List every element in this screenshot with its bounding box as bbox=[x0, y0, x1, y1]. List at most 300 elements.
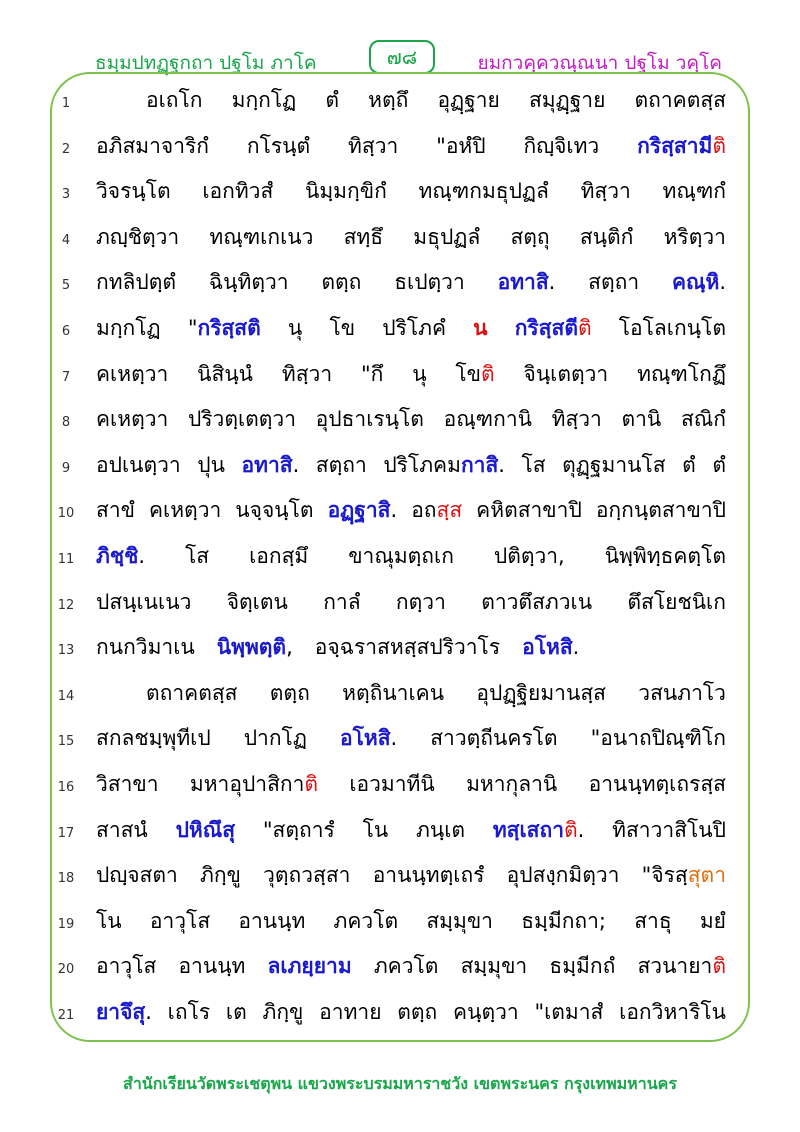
word-text: . bbox=[145, 1000, 152, 1024]
line-text bbox=[96, 586, 726, 619]
word bbox=[700, 905, 726, 938]
word-text: สทฺธึ bbox=[343, 224, 384, 249]
word-text: อเถโก bbox=[146, 88, 203, 112]
word-text: เต bbox=[225, 1000, 247, 1024]
word-text: ฉินฺทิตฺวา bbox=[208, 270, 289, 295]
word-text: อุปสงฺกมิตฺวา bbox=[506, 863, 620, 888]
word bbox=[637, 130, 726, 163]
word-text: โส bbox=[185, 544, 210, 568]
word-text: ทิสฺวา bbox=[551, 407, 602, 432]
line-text bbox=[96, 358, 726, 391]
word bbox=[466, 768, 557, 801]
line-number: 16 bbox=[57, 780, 75, 795]
text-line bbox=[0, 80, 800, 126]
word bbox=[411, 494, 462, 527]
footer-institution: สำนักเรียนวัดพระเชตุพน แขวงพระบรมมหาราชวัง เขตพระนคร กรุงเทพมหานคร bbox=[123, 1074, 677, 1093]
word bbox=[96, 175, 171, 208]
word bbox=[397, 996, 437, 1029]
text-line bbox=[0, 810, 800, 856]
word bbox=[589, 768, 726, 801]
line-number: 7 bbox=[61, 369, 71, 385]
line-number: 15 bbox=[57, 734, 75, 750]
word-text: ทณฺฑกํ bbox=[662, 179, 726, 204]
word-text: ปริโภคม bbox=[383, 452, 461, 477]
word-text: นุ bbox=[287, 316, 303, 340]
word bbox=[361, 358, 383, 391]
text-line bbox=[0, 718, 800, 764]
word bbox=[712, 449, 726, 482]
line-text bbox=[96, 494, 726, 527]
word-text: ตาวตึสภวเน bbox=[481, 589, 593, 614]
word-text: ตตฺถ bbox=[397, 1000, 438, 1024]
highlighted-text: ติ bbox=[712, 133, 726, 158]
word-text: ทิสาวาสิโนปิ bbox=[612, 817, 726, 842]
word bbox=[217, 631, 293, 664]
text-line bbox=[0, 399, 800, 445]
word-text: นิสินฺนํ bbox=[197, 361, 254, 386]
word-text: สาขํ bbox=[96, 498, 135, 523]
word-text: โน bbox=[362, 817, 389, 842]
word bbox=[436, 130, 485, 163]
word-text: . bbox=[138, 544, 146, 568]
word-text: จิตฺเตน bbox=[226, 589, 288, 614]
word bbox=[418, 175, 548, 208]
word-text: กตฺวา bbox=[395, 589, 446, 614]
highlighted-text: ลเภยฺยาม bbox=[267, 954, 352, 979]
word bbox=[176, 814, 235, 847]
word bbox=[476, 494, 582, 527]
word bbox=[96, 905, 122, 938]
word bbox=[507, 859, 620, 892]
word bbox=[96, 631, 195, 664]
word bbox=[197, 358, 253, 391]
word-text: มหากุลานิ bbox=[466, 772, 558, 796]
text-line bbox=[0, 992, 800, 1038]
word-text: ตานิ bbox=[621, 407, 662, 432]
highlighted-text: อโหสิ bbox=[339, 726, 391, 751]
word-text: โน bbox=[96, 908, 122, 933]
word bbox=[282, 358, 332, 391]
highlighted-text: อโหสิ bbox=[522, 635, 573, 660]
word bbox=[96, 540, 145, 573]
word bbox=[373, 859, 485, 892]
word-text: ตํ bbox=[682, 452, 696, 477]
word-text: อปเนตฺวา bbox=[96, 452, 181, 477]
text-line bbox=[0, 126, 800, 172]
word-text: คหิตสาขาปิ bbox=[476, 498, 582, 523]
word-text: ตํ bbox=[325, 88, 340, 112]
word bbox=[96, 449, 181, 482]
text-line bbox=[0, 901, 800, 947]
line-text bbox=[96, 859, 726, 892]
word bbox=[96, 312, 161, 345]
line-number: 12 bbox=[57, 597, 75, 613]
word-text: ทณฺฑโกฏึ bbox=[637, 361, 726, 386]
word-text: . bbox=[719, 270, 726, 295]
word-text: ทิสฺวา bbox=[580, 179, 631, 204]
word-text: กโรนฺตํ bbox=[246, 133, 311, 158]
word-text: นุ bbox=[412, 361, 427, 386]
word-text: มยํ bbox=[699, 908, 726, 933]
word bbox=[549, 950, 615, 983]
word bbox=[209, 221, 313, 254]
word bbox=[96, 130, 209, 163]
word bbox=[315, 631, 500, 664]
word-text: โส bbox=[521, 452, 546, 477]
line-text bbox=[96, 631, 726, 664]
word-text: อานนฺทตฺเถรํ bbox=[372, 863, 485, 888]
highlighted-text: ติ bbox=[481, 361, 495, 386]
word-text: วิสาขา bbox=[96, 772, 159, 796]
word-text: อาทาย bbox=[319, 1000, 382, 1024]
highlighted-text: ยาจึสุ bbox=[96, 1000, 146, 1024]
word-text: " bbox=[187, 316, 198, 340]
word bbox=[455, 358, 494, 391]
word-text: . bbox=[548, 270, 556, 295]
word bbox=[96, 221, 179, 254]
word bbox=[430, 722, 557, 755]
line-number: 4 bbox=[61, 232, 71, 248]
word bbox=[416, 814, 465, 847]
word bbox=[521, 905, 606, 938]
word-text: กนกวิมาเน bbox=[96, 635, 195, 660]
word-text: เถโร bbox=[167, 1000, 211, 1024]
word-text: อานนฺทตฺเถรสฺส bbox=[588, 772, 726, 796]
word bbox=[197, 449, 225, 482]
highlighted-text: ติ bbox=[712, 954, 726, 979]
word-text: คนฺตฺวา bbox=[453, 1000, 519, 1024]
line-number: 1 bbox=[61, 96, 71, 111]
word-text: สาวตฺถีนครโต bbox=[430, 726, 558, 751]
highlighted-text: สุตา bbox=[687, 863, 726, 888]
word bbox=[642, 859, 726, 892]
word bbox=[437, 84, 499, 117]
word-text: คเหตฺวา bbox=[148, 498, 222, 523]
word bbox=[235, 494, 313, 527]
word-text: "กึ bbox=[360, 361, 384, 386]
word bbox=[178, 950, 245, 983]
line-number: 14 bbox=[57, 688, 75, 704]
word bbox=[349, 768, 434, 801]
line-number: 17 bbox=[57, 825, 75, 841]
text-line bbox=[0, 262, 800, 308]
word bbox=[96, 358, 168, 391]
word bbox=[494, 540, 565, 573]
word-text: ปากโฏ bbox=[243, 726, 307, 751]
word bbox=[534, 996, 603, 1029]
line-number: 13 bbox=[57, 643, 75, 659]
word bbox=[344, 221, 383, 254]
word bbox=[634, 905, 671, 938]
word bbox=[612, 814, 726, 847]
text-line bbox=[0, 171, 800, 217]
word bbox=[316, 403, 424, 436]
word bbox=[524, 358, 609, 391]
highlighted-text: ภิชฺชิ bbox=[96, 544, 139, 568]
text-line bbox=[0, 946, 800, 992]
word bbox=[227, 586, 288, 619]
word-text: มหาอุปาสิกา bbox=[189, 772, 305, 796]
word bbox=[473, 312, 487, 345]
word bbox=[596, 494, 726, 527]
word-text: อุปฏฺฐิยมานสฺส bbox=[476, 680, 606, 705]
word bbox=[146, 677, 237, 710]
word bbox=[168, 996, 210, 1029]
line-text bbox=[96, 905, 726, 938]
word bbox=[209, 266, 289, 299]
word-text: ธมฺมีกถํ bbox=[549, 954, 616, 979]
word bbox=[325, 84, 339, 117]
word-text: ปริโภคํ bbox=[382, 316, 447, 340]
word-text: เอกวิหาริโน bbox=[619, 1000, 726, 1024]
word bbox=[637, 358, 726, 391]
word-text: อกฺกนฺตสาขาปิ bbox=[595, 498, 726, 523]
word bbox=[481, 586, 592, 619]
word-text: "สตฺถารํ bbox=[262, 817, 335, 842]
word bbox=[96, 859, 178, 892]
word bbox=[96, 586, 191, 619]
word bbox=[288, 312, 302, 345]
highlighted-text: สฺส bbox=[436, 498, 463, 523]
highlighted-text: ติ bbox=[564, 817, 578, 842]
line-text bbox=[146, 677, 726, 710]
word bbox=[316, 449, 367, 482]
word bbox=[580, 221, 634, 254]
word-text: ธมฺมีกถา; bbox=[521, 908, 606, 933]
word-text: นิพฺพิทฺธคตฺโต bbox=[604, 544, 726, 568]
word-text: สตฺถา bbox=[315, 452, 367, 477]
word bbox=[605, 540, 726, 573]
highlighted-text: น bbox=[473, 316, 488, 340]
word bbox=[522, 449, 546, 482]
word-text: นจฺจนฺโต bbox=[235, 498, 314, 523]
line-number: 18 bbox=[57, 871, 75, 887]
word-text: ทณฺฑเกเนว bbox=[209, 224, 314, 249]
word bbox=[329, 312, 355, 345]
text-line bbox=[0, 855, 800, 901]
word bbox=[185, 540, 209, 573]
word bbox=[149, 494, 221, 527]
word-text: เอกทิวสํ bbox=[202, 179, 274, 204]
word bbox=[323, 586, 360, 619]
word bbox=[413, 221, 480, 254]
line-number: 2 bbox=[61, 141, 71, 157]
highlighted-text: กริสฺสตี bbox=[514, 316, 578, 340]
line-number: 19 bbox=[57, 916, 75, 932]
word-text: ภิกฺขู bbox=[199, 863, 241, 888]
word bbox=[663, 175, 726, 208]
word bbox=[305, 175, 387, 208]
word-text: ธเปตฺวา bbox=[394, 270, 465, 295]
word bbox=[394, 266, 465, 299]
word-text: ตึสโยชนิเก bbox=[627, 589, 726, 614]
word bbox=[627, 586, 726, 619]
word-text: อภิสมาจาริกํ bbox=[96, 133, 209, 158]
line-text bbox=[96, 221, 726, 254]
word bbox=[453, 996, 519, 1029]
word-text: กทลิปตฺตํ bbox=[96, 270, 177, 295]
line-number: 6 bbox=[61, 324, 71, 339]
word-text: . bbox=[572, 635, 580, 660]
line-number: 8 bbox=[61, 415, 71, 431]
word-text: อานนฺท bbox=[238, 908, 306, 933]
word-text: หตฺถึ bbox=[368, 88, 409, 112]
word-text: ปริวตฺเตตฺวา bbox=[187, 407, 297, 432]
word bbox=[383, 449, 505, 482]
word bbox=[188, 312, 261, 345]
word bbox=[515, 312, 592, 345]
word-text: นิมฺมกฺขิกํ bbox=[304, 179, 387, 204]
word bbox=[96, 722, 211, 755]
word bbox=[637, 950, 726, 983]
word bbox=[681, 403, 726, 436]
word bbox=[268, 950, 352, 983]
text-line bbox=[0, 627, 800, 673]
word-text: เอกสฺมึ bbox=[249, 544, 309, 568]
word-text: ภควโต bbox=[373, 954, 439, 979]
word-text: ภนฺเต bbox=[416, 817, 466, 842]
word bbox=[412, 358, 426, 391]
highlighted-text: ปหิณึสุ bbox=[175, 817, 236, 842]
word-text: ปติตฺวา, bbox=[493, 544, 565, 568]
word-text: อถ bbox=[411, 498, 437, 523]
word bbox=[348, 130, 398, 163]
word-text: จินฺเตตฺวา bbox=[523, 361, 609, 386]
word-text: ตตฺถ bbox=[321, 270, 362, 295]
word bbox=[552, 403, 602, 436]
word-text: สนฺติกํ bbox=[579, 224, 634, 249]
line-number: 10 bbox=[57, 506, 75, 522]
chapter-title: ยมกวคฺควณฺณนา ปฐโม วคฺโค bbox=[477, 52, 722, 74]
text-line bbox=[0, 217, 800, 263]
page-number-box bbox=[369, 40, 435, 74]
line-number: 11 bbox=[57, 552, 75, 567]
word-text: . bbox=[390, 498, 398, 523]
word-text: วสนภาโว bbox=[638, 680, 726, 705]
word bbox=[638, 677, 726, 710]
highlighted-text: นิพฺพตฺติ bbox=[216, 635, 287, 660]
word bbox=[328, 494, 398, 527]
text-line bbox=[0, 490, 800, 536]
highlighted-text: ทสฺเสถา bbox=[492, 817, 564, 842]
word bbox=[188, 403, 296, 436]
highlighted-text: อทาสิ bbox=[241, 452, 293, 477]
word bbox=[263, 814, 335, 847]
line-text bbox=[96, 768, 726, 801]
word bbox=[238, 905, 305, 938]
word bbox=[562, 449, 665, 482]
word bbox=[622, 403, 662, 436]
word bbox=[348, 540, 454, 573]
word bbox=[529, 84, 605, 117]
word-text: ตตฺถ bbox=[269, 680, 310, 705]
word bbox=[588, 266, 639, 299]
book-title: ธมฺมปทฏฺฐกถา ปฐโม ภาโค bbox=[95, 52, 317, 74]
word-text: สตฺถา bbox=[588, 270, 640, 295]
word bbox=[591, 722, 726, 755]
word bbox=[244, 722, 307, 755]
line-number: 3 bbox=[61, 187, 71, 203]
word-text: อณฺฑกานิ bbox=[443, 407, 532, 432]
page-number: ๗๘ bbox=[386, 45, 418, 69]
word-text: กิญฺจิเทว bbox=[523, 133, 600, 158]
line-text bbox=[96, 312, 726, 345]
word-text: ทิสฺวา bbox=[348, 133, 399, 158]
word-text: ปญฺจสตา bbox=[96, 863, 178, 888]
word bbox=[262, 996, 303, 1029]
word-text: วุตฺถวสฺสา bbox=[263, 863, 351, 888]
highlighted-text: กริสฺสามี bbox=[637, 133, 713, 158]
word bbox=[476, 677, 606, 710]
word bbox=[96, 403, 168, 436]
word bbox=[581, 175, 631, 208]
word-text: หริตฺวา bbox=[663, 224, 726, 249]
word-text: ขาณุมตฺถเก bbox=[348, 544, 454, 568]
word-text: ตถาคตสฺส bbox=[146, 680, 238, 705]
word-text: ภิกฺขู bbox=[262, 1000, 304, 1024]
word-text: โอโลเกนฺโต bbox=[618, 316, 726, 340]
word-text: "อหํปิ bbox=[436, 133, 486, 158]
word-text: ตถาคตสฺส bbox=[634, 88, 726, 112]
highlighted-text: ติ bbox=[577, 316, 592, 340]
word bbox=[493, 814, 585, 847]
word-text: คเหตฺวา bbox=[96, 361, 169, 386]
word bbox=[374, 950, 439, 983]
word-text: "จิรสฺ bbox=[641, 863, 688, 888]
word bbox=[426, 905, 493, 938]
word-text: . bbox=[292, 452, 300, 477]
word bbox=[96, 996, 152, 1029]
word-text: ตุฏฺฐมานโส bbox=[562, 452, 666, 477]
word bbox=[247, 130, 310, 163]
text-line bbox=[0, 764, 800, 810]
word bbox=[619, 312, 726, 345]
word-text: อานนฺท bbox=[178, 954, 246, 979]
line-number: 20 bbox=[57, 962, 75, 978]
word-text: , bbox=[286, 635, 293, 660]
line-text bbox=[96, 814, 726, 847]
word-text: สมุฏฺฐาย bbox=[528, 88, 606, 112]
line-text bbox=[96, 722, 726, 755]
text-line bbox=[0, 536, 800, 582]
word bbox=[270, 677, 310, 710]
line-number: 21 bbox=[57, 1008, 75, 1023]
highlighted-text: อฏฺฐาสิ bbox=[327, 498, 391, 523]
word bbox=[96, 814, 148, 847]
word-text: สวนายา bbox=[637, 954, 713, 979]
word bbox=[150, 905, 210, 938]
line-text bbox=[96, 950, 726, 983]
word-text: อจฺฉราสหสฺสปริวาโร bbox=[314, 635, 501, 660]
word-text: โข bbox=[329, 316, 356, 340]
word-text: มธุปฏลํ bbox=[413, 224, 481, 249]
line-text bbox=[96, 540, 726, 573]
line-number: 9 bbox=[61, 460, 71, 476]
word-text: ทิสฺวา bbox=[281, 361, 333, 386]
highlighted-text: ติ bbox=[304, 772, 319, 796]
word-text: "อนาถปิณฺฑิโก bbox=[590, 726, 726, 751]
word-text: หตฺถินาเคน bbox=[342, 680, 445, 705]
text-line bbox=[0, 673, 800, 719]
word-text: ปุน bbox=[197, 452, 225, 477]
word bbox=[263, 859, 350, 892]
word bbox=[498, 266, 556, 299]
word bbox=[319, 996, 381, 1029]
word bbox=[146, 84, 203, 117]
word-text: มกฺกโฏ bbox=[231, 88, 297, 112]
text-line bbox=[0, 308, 800, 354]
word bbox=[635, 84, 726, 117]
